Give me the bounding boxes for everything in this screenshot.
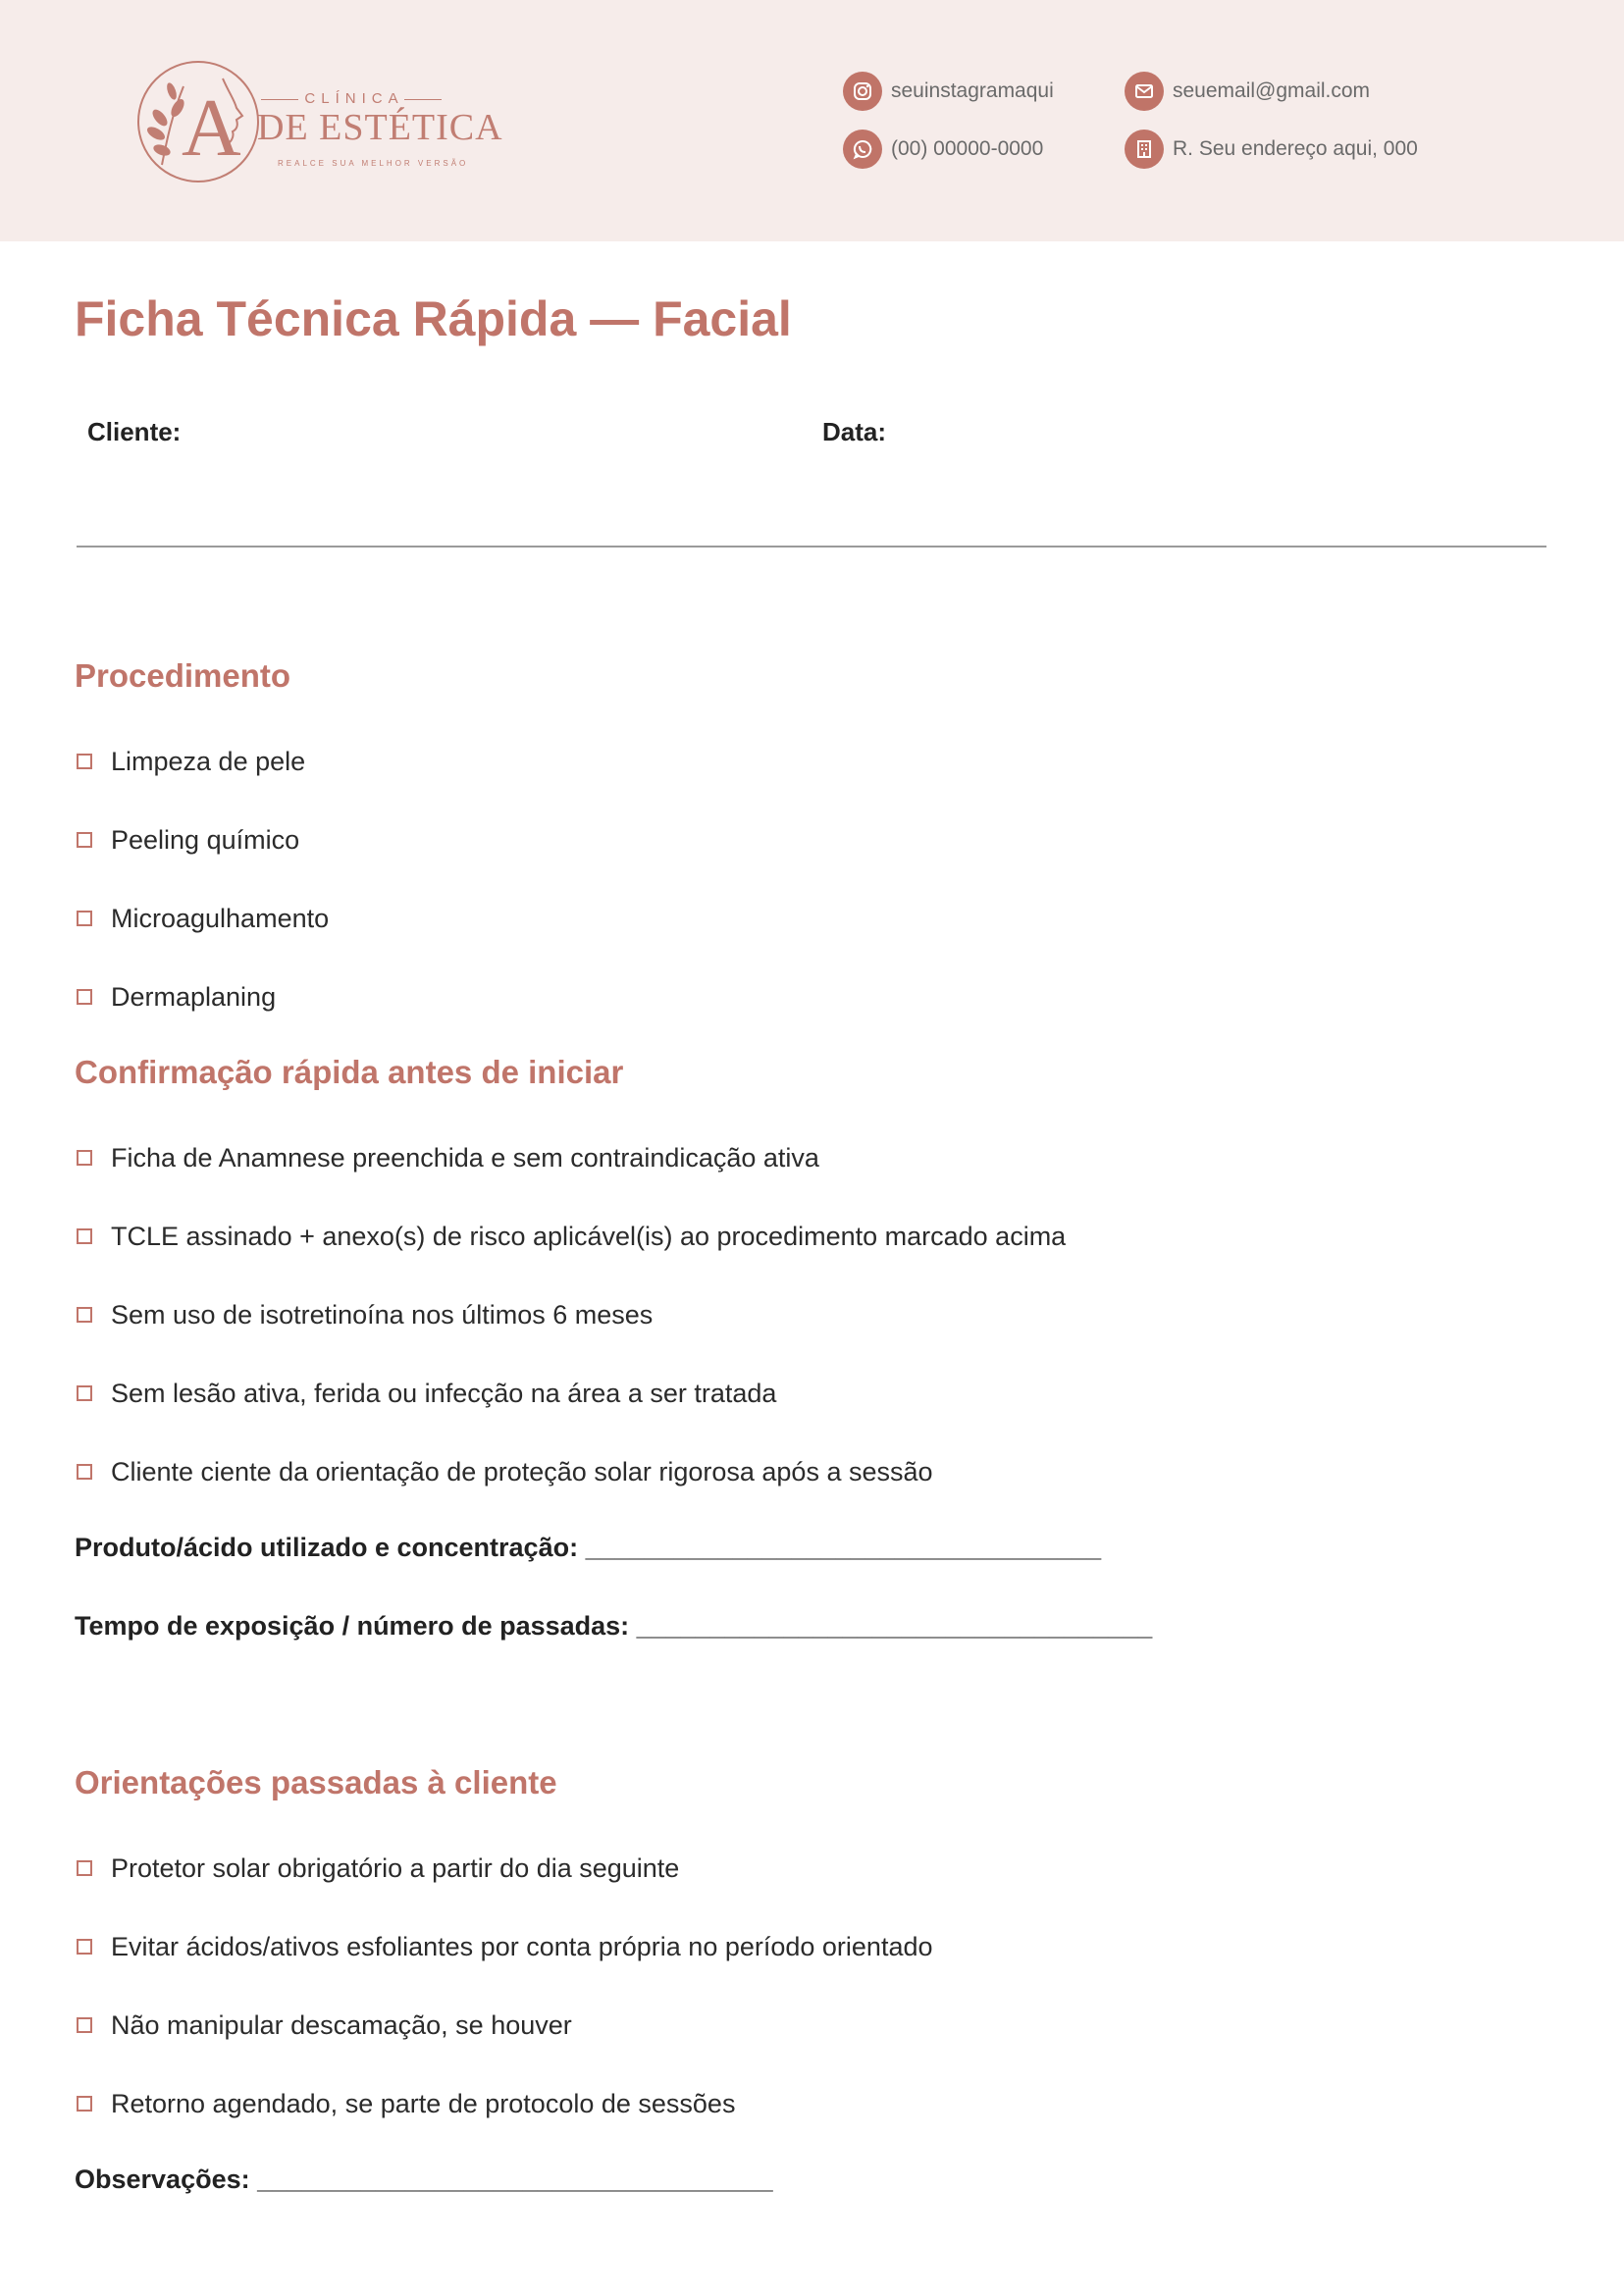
- clinic-logo: [132, 57, 503, 186]
- checklist-label: Não manipular descamação, se houver: [111, 2009, 572, 2040]
- observacoes-fill-line[interactable]: Observações: ___________________________________: [75, 2165, 773, 2194]
- checklist-item[interactable]: [77, 2086, 735, 2121]
- checkbox[interactable]: [77, 1464, 92, 1480]
- checkbox[interactable]: [77, 1385, 92, 1401]
- logo-monogram: A: [182, 82, 241, 174]
- building-icon: [1125, 130, 1164, 169]
- page-title: Ficha Técnica Rápida — Facial: [75, 291, 792, 346]
- section-title-confirmacao: Confirmação rápida antes de iniciar: [75, 1054, 624, 1090]
- checklist-item[interactable]: [77, 979, 276, 1015]
- checkbox[interactable]: [77, 832, 92, 848]
- checkbox[interactable]: [77, 1150, 92, 1166]
- phone-number: (00) 00000-0000: [891, 137, 1044, 160]
- checkbox[interactable]: [77, 1307, 92, 1323]
- contact-email[interactable]: [1125, 72, 1370, 111]
- checklist-label: Evitar ácidos/ativos esfoliantes por conta própria no período orientado: [111, 1931, 933, 1961]
- checklist-item[interactable]: [77, 1929, 933, 1964]
- checkbox[interactable]: [77, 2096, 92, 2112]
- checkbox[interactable]: [77, 1228, 92, 1244]
- checklist-label: Peeling químico: [111, 824, 300, 855]
- checkbox[interactable]: [77, 1860, 92, 1876]
- logo-name: DE ESTÉTICA: [257, 107, 503, 148]
- whatsapp-icon: [843, 130, 882, 169]
- street-address: R. Seu endereço aqui, 000: [1173, 137, 1418, 160]
- checklist-item[interactable]: [77, 1219, 1066, 1254]
- date-label: Data:: [822, 417, 887, 446]
- produto-fill-line[interactable]: Produto/ácido utilizado e concentração: ___________________________________: [75, 1533, 1102, 1562]
- checklist-item[interactable]: [77, 901, 329, 936]
- checkbox[interactable]: [77, 754, 92, 769]
- checklist-label: TCLE assinado + anexo(s) de risco aplicável(is) ao procedimento marcado acima: [111, 1221, 1067, 1251]
- contact-instagram[interactable]: [843, 72, 1054, 111]
- client-label: Cliente:: [87, 417, 182, 446]
- section-title-procedimento: Procedimento: [75, 657, 291, 694]
- checklist-item[interactable]: [77, 1851, 679, 1886]
- checklist-item[interactable]: [77, 2008, 572, 2043]
- checklist-label: Microagulhamento: [111, 903, 330, 933]
- checklist-item[interactable]: [77, 1454, 933, 1489]
- contact-whatsapp[interactable]: [843, 130, 1043, 169]
- divider-line: [77, 546, 1546, 548]
- tempo-fill-line[interactable]: Tempo de exposição / número de passadas: ___________________________________: [75, 1611, 1153, 1641]
- checklist-item[interactable]: [77, 1376, 776, 1411]
- checklist-label: Cliente ciente da orientação de proteção solar rigorosa após a sessão: [111, 1456, 933, 1487]
- logo-top-line: CLÍNICA: [253, 90, 449, 107]
- email-icon: [1125, 72, 1164, 111]
- checklist-item[interactable]: [77, 822, 299, 858]
- checkbox[interactable]: [77, 2017, 92, 2033]
- checklist-item[interactable]: [77, 744, 305, 779]
- checklist-label: Retorno agendado, se parte de protocolo de sessões: [111, 2088, 736, 2118]
- email-address: seuemail@gmail.com: [1173, 79, 1371, 102]
- checkbox[interactable]: [77, 1939, 92, 1955]
- instagram-icon: [843, 72, 882, 111]
- checklist-label: Dermaplaning: [111, 981, 277, 1012]
- logo-tagline: REALCE SUA MELHOR VERSÃO: [278, 159, 469, 168]
- logo-emblem-icon: [132, 57, 260, 186]
- checklist-label: Limpeza de pele: [111, 746, 306, 776]
- checklist-label: Ficha de Anamnese preenchida e sem contraindicação ativa: [111, 1142, 819, 1173]
- section-title-orientacoes: Orientações passadas à cliente: [75, 1764, 557, 1800]
- checklist-item[interactable]: [77, 1140, 819, 1175]
- checklist-label: Sem lesão ativa, ferida ou infecção na área a ser tratada: [111, 1378, 777, 1408]
- instagram-handle: seuinstagramaqui: [891, 79, 1054, 102]
- checklist-label: Protetor solar obrigatório a partir do dia seguinte: [111, 1852, 680, 1883]
- checkbox[interactable]: [77, 989, 92, 1005]
- contact-address[interactable]: [1125, 130, 1418, 169]
- checklist-label: Sem uso de isotretinoína nos últimos 6 meses: [111, 1299, 654, 1330]
- checklist-item[interactable]: [77, 1297, 653, 1332]
- checkbox[interactable]: [77, 911, 92, 926]
- page-header: [0, 0, 1624, 241]
